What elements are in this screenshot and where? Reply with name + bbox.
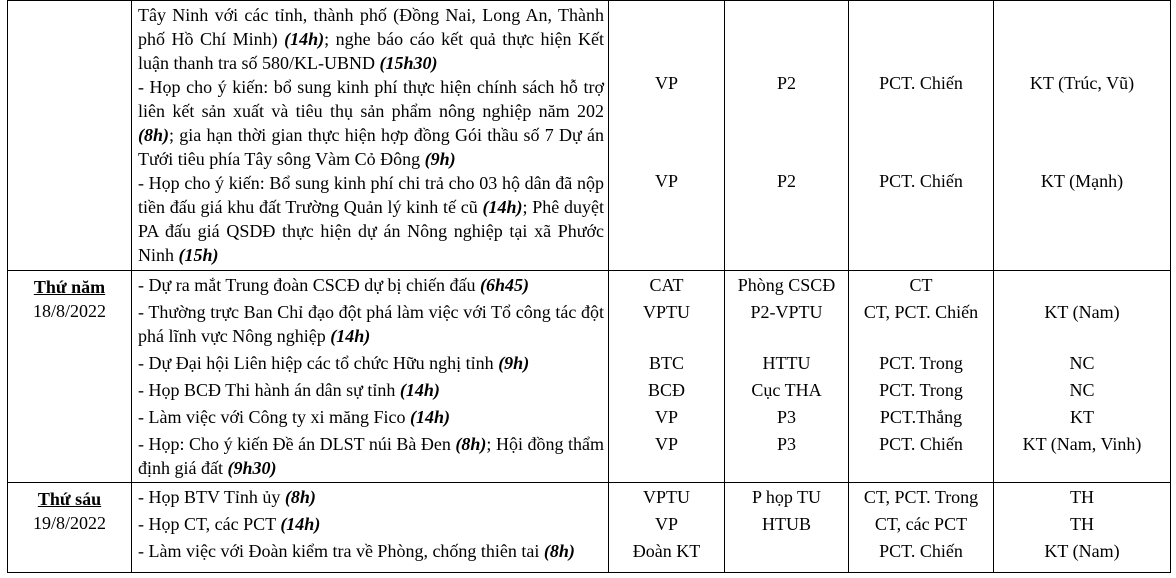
- day-row: [8, 483, 1171, 573]
- unit-value: Đoàn KT: [632, 541, 701, 561]
- lead-value: PCT. Chiến: [879, 171, 963, 191]
- place-value: Phòng CSCĐ: [737, 275, 836, 295]
- agenda-item: [132, 378, 608, 402]
- agenda-item: [132, 3, 608, 75]
- agenda-time: (9h): [424, 149, 456, 169]
- agenda-text: - Thường trực Ban Chỉ đạo đột phá làm việc với Tổ công tác đột phá lĩnh vực Nông nghiệp: [138, 302, 604, 346]
- agenda-text: - Họp cho ý kiến: bổ sung kinh phí thực hiện chính sách hỗ trợ liên kết sản xuất và tiêu thụ sản phẩm nông nghiệp năm 202: [138, 77, 604, 121]
- lead-value: PCT.Thắng: [879, 407, 963, 427]
- unit-cell: [609, 483, 725, 573]
- agenda-time: (8h): [455, 434, 487, 454]
- agenda-text: ; gia hạn thời gian thực hiện hợp đồng Gói thầu số 7 Dự án Tưới tiêu phía Tây sông Vàm Cỏ Đông: [138, 125, 604, 169]
- unit-value: VP: [654, 434, 678, 454]
- participants-value: TH: [1070, 514, 1094, 534]
- place-value: HTUB: [762, 514, 811, 534]
- agenda-text: - Họp: Cho ý kiến Đề án DLST núi Bà Đen: [138, 434, 456, 454]
- place-value: HTTU: [762, 353, 811, 373]
- lead-value: CT: [909, 275, 933, 295]
- agenda-text: - Làm việc với Công ty xi măng Fico: [138, 407, 410, 427]
- agenda-time: (8h): [543, 541, 575, 561]
- day-label: Thứ năm: [33, 277, 106, 297]
- content-cell: [132, 1, 609, 271]
- agenda-time: (14h): [284, 29, 325, 49]
- place-value: P họp TU: [751, 487, 821, 507]
- place-value: Cục THA: [751, 380, 822, 400]
- agenda-text: Tây Ninh với các tỉnh, thành phố (Đồng Nai, Long An, Thành phố Hồ Chí Minh): [138, 5, 604, 49]
- agenda-time: (15h): [178, 245, 219, 265]
- unit-value: VP: [654, 73, 678, 93]
- participants-value: KT (Nam): [1044, 302, 1120, 322]
- lead-value: PCT. Chiến: [879, 541, 963, 561]
- content-cell: [132, 483, 609, 573]
- unit-value: CAT: [649, 275, 684, 295]
- lead-value: PCT. Chiến: [879, 73, 963, 93]
- day-date: 19/8/2022: [32, 513, 106, 533]
- agenda-text: ; Hội đồng thẩm định giá đất: [138, 434, 604, 478]
- unit-value: BCĐ: [647, 380, 685, 400]
- participants-value: KT (Trúc, Vũ): [1029, 73, 1135, 93]
- agenda-time: (8h): [138, 125, 169, 145]
- agenda-item: [132, 485, 608, 509]
- agenda-time: (14h): [330, 326, 371, 346]
- lead-cell: [849, 271, 994, 483]
- schedule-table: [7, 0, 1171, 573]
- day-cell: [8, 271, 132, 483]
- agenda-text: ; nghe báo cáo kết quả thực hiện Kết luận thanh tra số 580/KL-UBND: [138, 29, 604, 73]
- lead-cell: [849, 483, 994, 573]
- agenda-text: - Làm việc với Đoàn kiểm tra về Phòng, chống thiên tai: [138, 541, 544, 561]
- participants-value: KT (Mạnh): [1040, 171, 1124, 191]
- agenda-text: - Họp cho ý kiến: Bổ sung kinh phí chi trả cho 03 hộ dân đã nộp tiền đấu giá khu đất Trường Quản lý kinh tế cũ: [138, 173, 604, 217]
- lead-value: CT, PCT. Trong: [863, 487, 979, 507]
- participants-cell: [994, 1, 1171, 271]
- lead-value: PCT. Trong: [879, 353, 963, 373]
- agenda-item: [132, 405, 608, 429]
- lead-cell: [849, 1, 994, 271]
- agenda-time: (14h): [399, 380, 440, 400]
- agenda-text: - Dự ra mắt Trung đoàn CSCĐ dự bị chiến đấu: [138, 275, 480, 295]
- unit-cell: [609, 271, 725, 483]
- agenda-time: (8h): [284, 487, 316, 507]
- agenda-text: - Họp CT, các PCT: [138, 514, 281, 534]
- day-label: Thứ sáu: [37, 489, 102, 509]
- participants-value: KT (Nam, Vinh): [1022, 434, 1142, 454]
- agenda-item: [132, 171, 608, 267]
- participants-value: KT: [1070, 407, 1094, 427]
- agenda-item: [132, 512, 608, 536]
- place-value: P2-VPTU: [750, 302, 823, 322]
- unit-value: VP: [654, 514, 678, 534]
- agenda-time: (6h45): [480, 275, 529, 295]
- content-cell: [132, 271, 609, 483]
- day-row: [8, 271, 1171, 483]
- lead-value: PCT. Trong: [879, 380, 963, 400]
- agenda-time: (14h): [409, 407, 450, 427]
- day-cell: [8, 483, 132, 573]
- unit-value: BTC: [648, 353, 684, 373]
- agenda-item: [132, 75, 608, 171]
- participants-value: NC: [1069, 380, 1095, 400]
- place-value: P3: [776, 407, 796, 427]
- agenda-time: (14h): [280, 514, 321, 534]
- place-cell: [725, 483, 849, 573]
- agenda-time: (9h): [498, 353, 530, 373]
- agenda-text: - Họp BTV Tỉnh ủy: [138, 487, 285, 507]
- agenda-time: (15h30): [379, 53, 438, 73]
- participants-value: KT (Nam): [1044, 541, 1120, 561]
- agenda-time: (14h): [482, 197, 523, 217]
- unit-value: VP: [654, 171, 678, 191]
- place-value: P2: [776, 171, 796, 191]
- participants-cell: [994, 271, 1171, 483]
- lead-value: PCT. Chiến: [879, 434, 963, 454]
- agenda-item: [132, 432, 608, 480]
- unit-value: VPTU: [642, 302, 690, 322]
- participants-cell: [994, 483, 1171, 573]
- participants-value: NC: [1069, 353, 1095, 373]
- unit-value: VP: [654, 407, 678, 427]
- unit-value: VPTU: [642, 487, 690, 507]
- lead-value: CT, PCT. Chiến: [863, 302, 979, 322]
- place-value: P2: [776, 73, 796, 93]
- agenda-item: [132, 273, 608, 297]
- agenda-item: [132, 539, 608, 563]
- agenda-item: [132, 300, 608, 348]
- day-row: [8, 1, 1171, 271]
- place-cell: [725, 1, 849, 271]
- day-date: 18/8/2022: [32, 301, 106, 321]
- agenda-text: ; Phê duyệt PA đấu giá QSDĐ thực hiện dự án Nông nghiệp tại xã Phước Ninh: [138, 197, 604, 265]
- participants-value: TH: [1070, 487, 1094, 507]
- place-cell: [725, 271, 849, 483]
- agenda-time: (9h30): [227, 458, 277, 478]
- agenda-text: - Họp BCĐ Thi hành án dân sự tỉnh: [138, 380, 400, 400]
- agenda-text: - Dự Đại hội Liên hiệp các tổ chức Hữu nghị tỉnh: [138, 353, 499, 373]
- day-cell: [8, 1, 132, 271]
- place-value: P3: [776, 434, 796, 454]
- agenda-item: [132, 351, 608, 375]
- lead-value: CT, các PCT: [874, 514, 968, 534]
- unit-cell: [609, 1, 725, 271]
